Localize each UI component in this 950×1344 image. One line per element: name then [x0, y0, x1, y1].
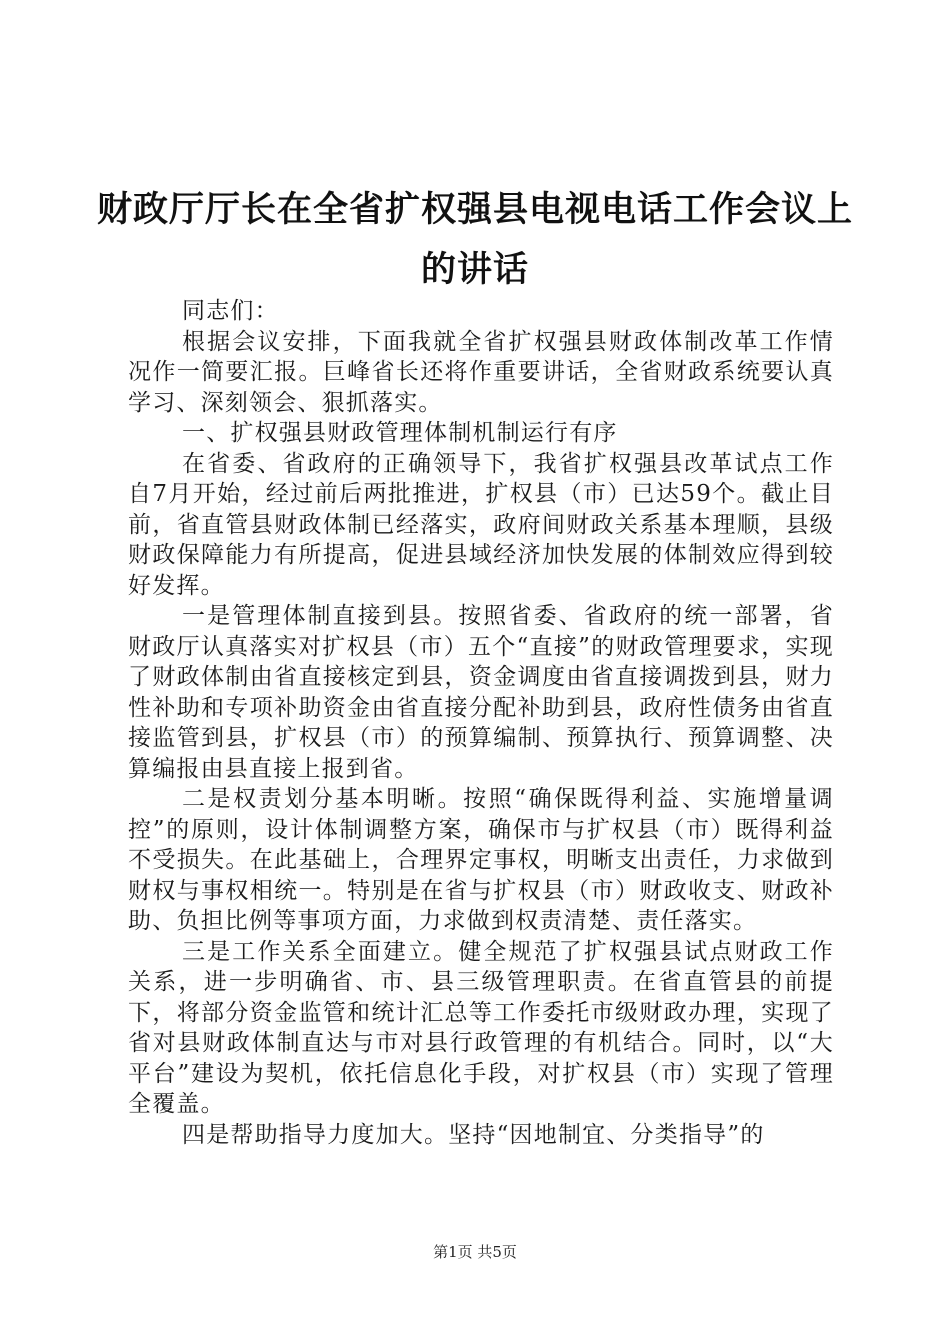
body-paragraph: 四是帮助指导力度加大。坚持“因地制宜、分类指导”的 — [182, 1121, 765, 1148]
document-body — [128, 296, 834, 1150]
salutation-paragraph: 同志们： — [182, 298, 279, 324]
page-number-footer: 第1页 共5页 — [433, 1243, 517, 1261]
body-paragraph: 一是管理体制直接到县。按照省委、省政府的统一部署，省财政厅认真落实对扩权县（市）五个“直接”的财政管理要求，实现了财政体制由省直接核定到县，资金调度由省直接调拨到县，财力性补助和专项补助资金由省直接分配补助到县，政府性债务由省直接监管到县，扩权县（市）的预算编制、预算执行、预算调整、决算编报由县直接上报到省。 — [128, 603, 834, 782]
intro-paragraph: 根据会议安排，下面我就全省扩权强县财政体制改革工作情况作一简要汇报。巨峰省长还将作重要讲话，全省财政系统要认真学习、深刻领会、狠抓落实。 — [128, 328, 834, 416]
body-paragraph: 三是工作关系全面建立。健全规范了扩权强县试点财政工作关系，进一步明确省、市、县三级管理职责。在省直管县的前提下，将部分资金监管和统计汇总等工作委托市级财政办理，实现了省对县财政体制直达与市对县行政管理的有机结合。同时，以“大平台”建设为契机，依托信息化手段，对扩权县（市）实现了管理全覆盖。 — [128, 938, 834, 1117]
document-title: 财政厅厅长在全省扩权强县电视电话工作会议上的讲话 — [96, 190, 853, 290]
body-paragraph: 二是权责划分基本明晰。按照“确保既得利益、实施增量调控”的原则，设计体制调整方案，确保市与扩权县（市）既得利益不受损失。在此基础上，合理界定事权，明晰支出责任，力求做到财权与事权相统一。特别是在省与扩权县（市）财政收支、财政补助、负担比例等事项方面，力求做到权责清楚、责任落实。 — [128, 786, 834, 934]
section-heading: 一、扩权强县财政管理体制机制运行有序 — [182, 420, 618, 446]
body-paragraph: 在省委、省政府的正确领导下，我省扩权强县改革试点工作自7月开始，经过前后两批推进，扩权县（市）已达59个。截止目前，省直管县财政体制已经落实，政府间财政关系基本理顺，县级财政保障能力有所提高，促进县域经济加快发展的体制效应得到较好发挥。 — [128, 450, 834, 599]
